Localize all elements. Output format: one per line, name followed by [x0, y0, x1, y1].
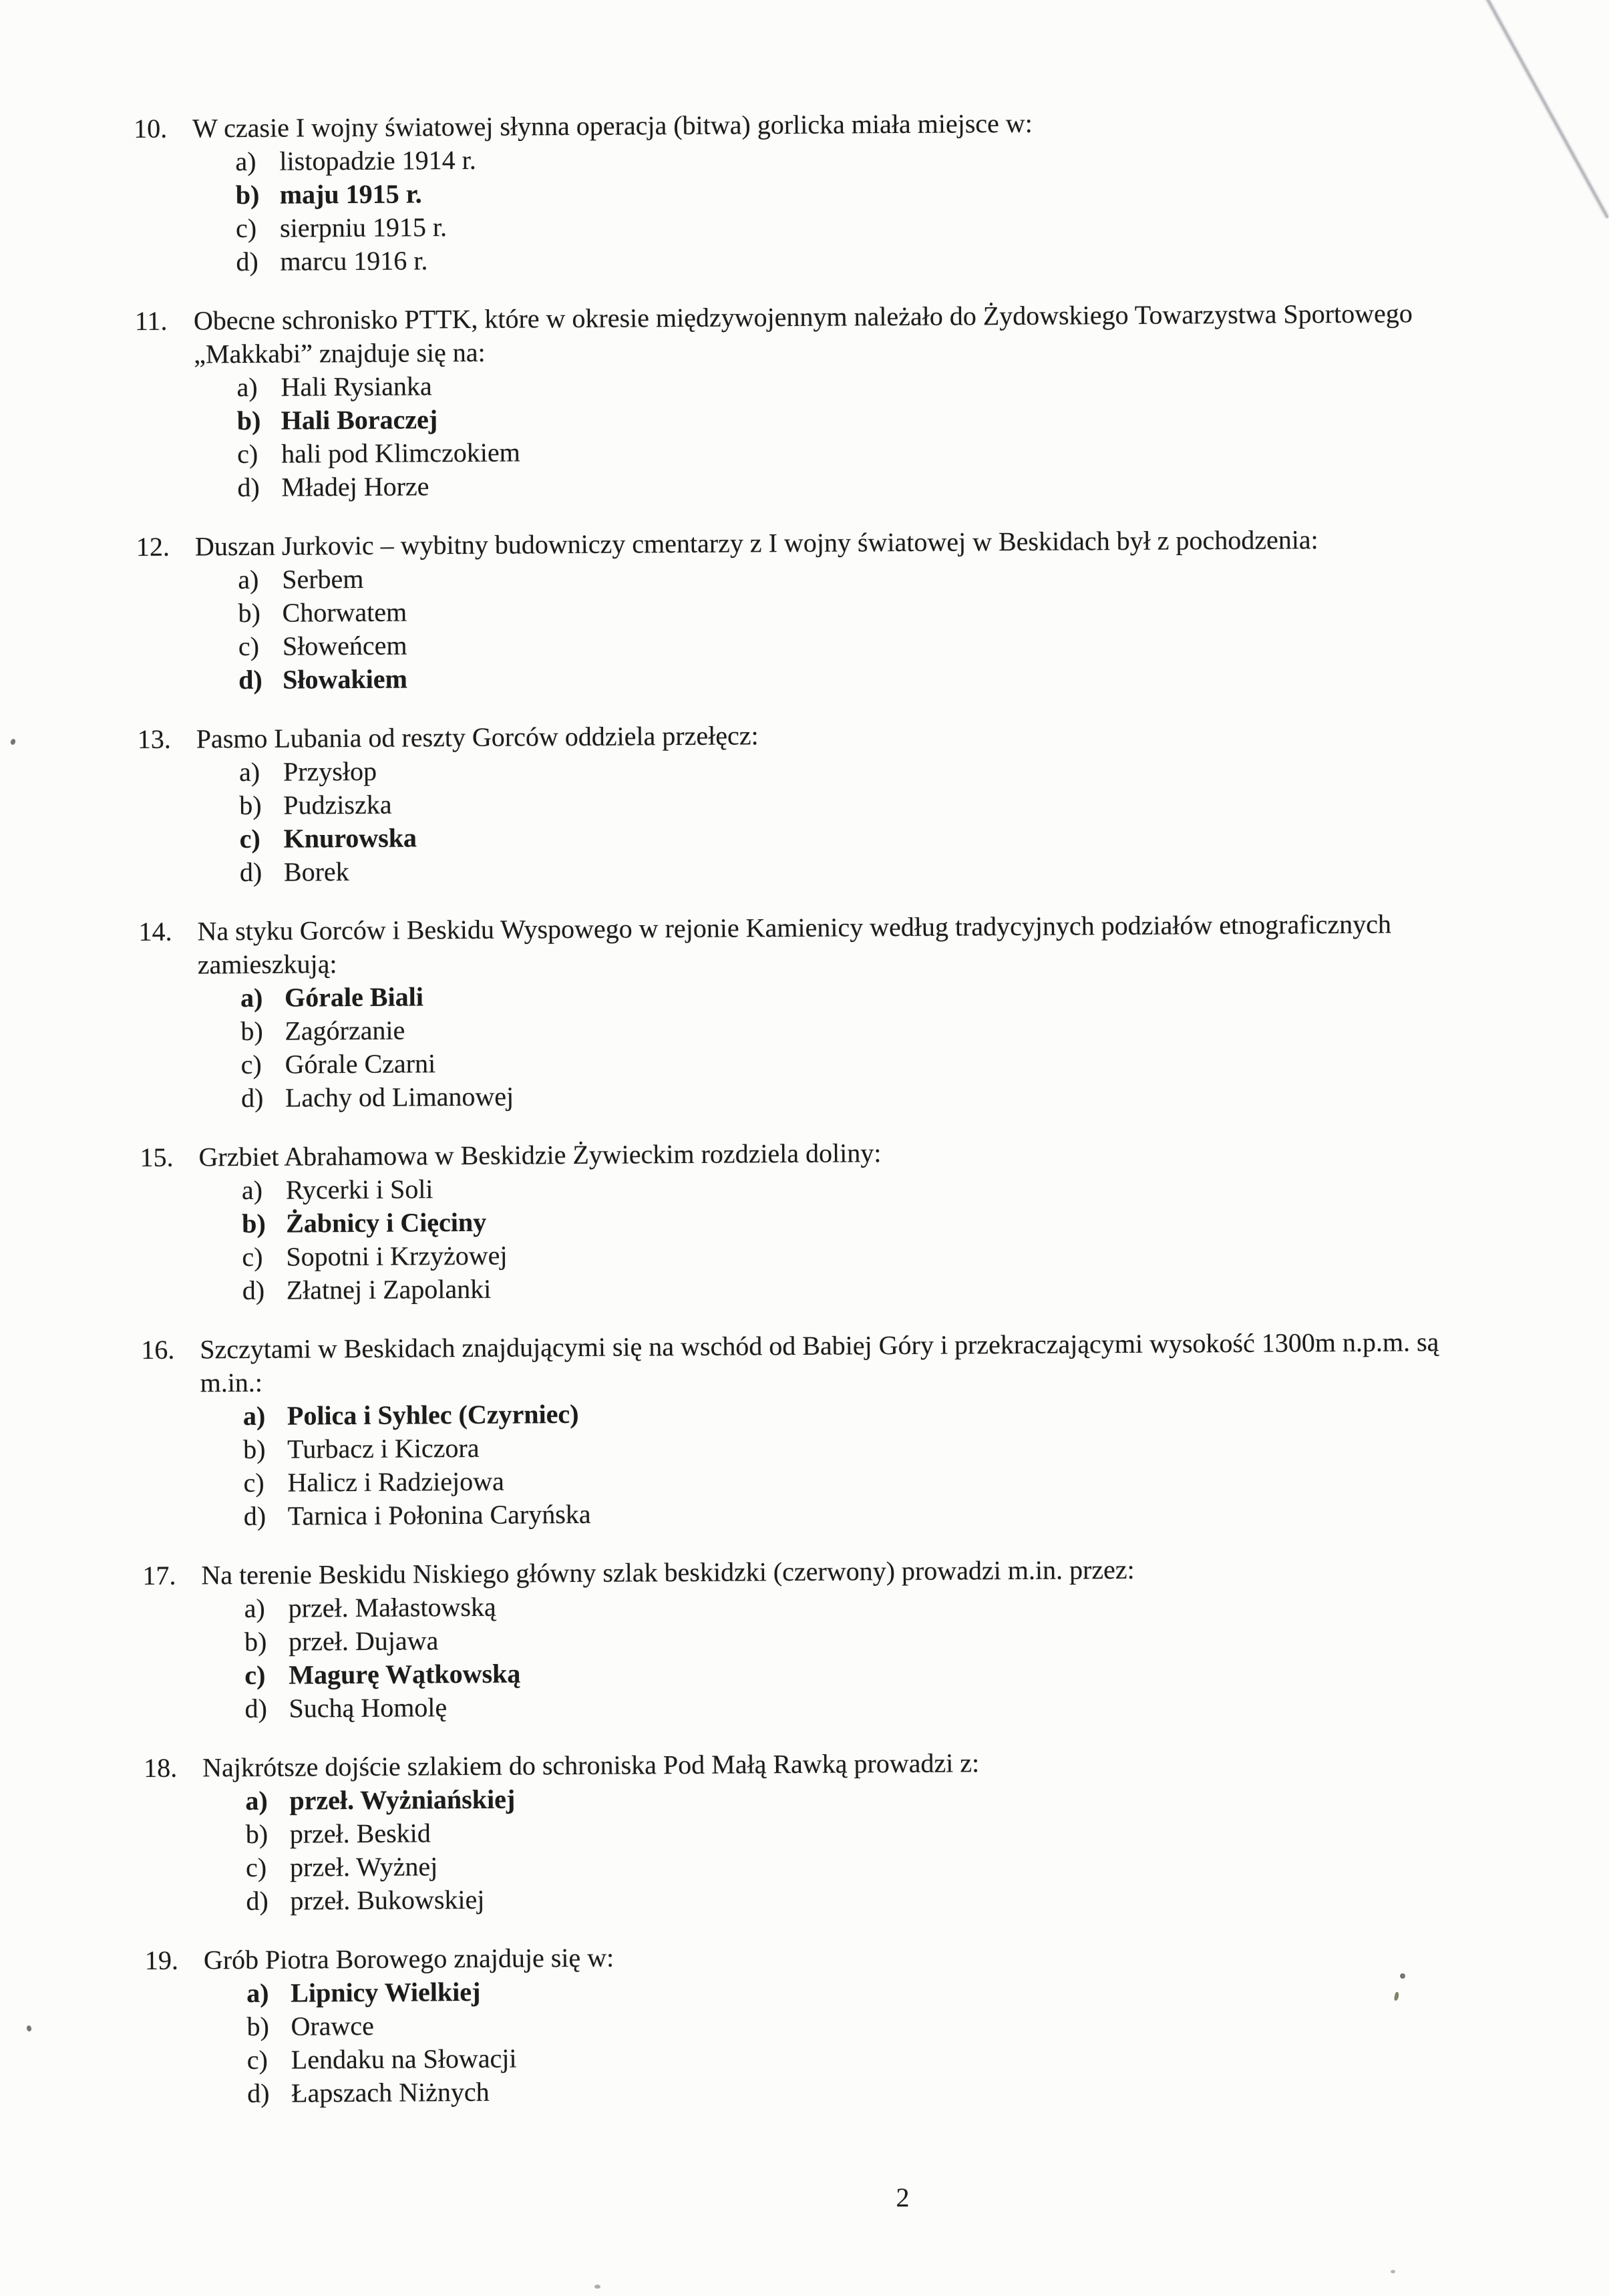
option-letter: a)	[245, 1785, 268, 1816]
option-text: Suchą Homolę	[289, 1692, 448, 1724]
option-letter: d)	[246, 1885, 269, 1917]
option-text: Rycerki i Soli	[285, 1174, 433, 1205]
option-text: Hali Rysianka	[281, 371, 432, 402]
question-text: Na terenie Beskidu Niskiego główny szlak beskidzki (czerwony) prowadzi m.in. przez:	[201, 1554, 1135, 1591]
question-item	[135, 296, 1588, 505]
option-text: Borek	[283, 856, 349, 887]
question-number: 18.	[144, 1752, 178, 1783]
question-text: Grób Piotra Borowego znajduje się w:	[203, 1942, 614, 1975]
question-text: Grzbiet Abrahamowa w Beskidzie Żywieckim rozdziela doliny:	[198, 1138, 882, 1172]
option-text: Sopotni i Krzyżowej	[286, 1240, 508, 1272]
option-letter: b)	[242, 1208, 266, 1239]
options-list	[144, 1776, 1596, 1919]
option-letter: b)	[243, 1434, 266, 1465]
question-item	[138, 907, 1591, 1116]
option-letter: d)	[236, 246, 258, 277]
question-number: 14.	[138, 916, 172, 947]
question-number: 10.	[134, 113, 168, 144]
option-letter: c)	[239, 823, 260, 854]
option-text: przeł. Beskid	[289, 1818, 431, 1849]
option-letter: a)	[240, 982, 263, 1013]
question-text: Szczytami w Beskidach znajdującymi się na wschód od Babiej Góry i przekraczającymi wysokość 1300m n.p.m. są m.in.:	[200, 1327, 1439, 1398]
option-text: listopadzie 1914 r.	[279, 144, 476, 176]
option-text: przeł. Dujawa	[288, 1625, 439, 1657]
option-text: Górale Biali	[284, 981, 423, 1013]
question-item	[145, 1935, 1597, 2111]
option-text: Lipnicy Wielkiej	[291, 1976, 481, 2008]
options-list	[139, 973, 1591, 1116]
option-letter: a)	[244, 1593, 265, 1624]
option-letter: c)	[245, 1852, 267, 1883]
question-item	[140, 1132, 1592, 1308]
option-text: Lendaku na Słowacji	[291, 2043, 517, 2075]
option-letter: d)	[238, 664, 262, 695]
option-letter: c)	[244, 1659, 266, 1691]
option-text: marcu 1916 r.	[280, 245, 428, 277]
question-text: W czasie I wojny światowej słynna operacja (bitwa) gorlicka miała miejsce w:	[192, 108, 1033, 144]
options-list	[143, 1584, 1595, 1726]
option-text: sierpniu 1915 r.	[279, 212, 448, 243]
questions-list	[134, 104, 1597, 2111]
options-list	[136, 555, 1588, 697]
option-text: przeł. Wyżniańskiej	[289, 1784, 516, 1816]
question-text: Duszan Jurkovic – wybitny budowniczy cmentarzy z I wojny światowej w Beskidach był z pochodzenia:	[194, 524, 1318, 562]
option-text: Serbem	[282, 563, 364, 595]
option-letter: c)	[238, 631, 260, 662]
option-text: przeł. Wyżnej	[289, 1851, 438, 1882]
option-text: Słoweńcem	[282, 630, 407, 661]
option-text: Pudziszka	[283, 789, 392, 820]
question-number: 11.	[134, 305, 168, 336]
option-text: Hali Boraczej	[281, 404, 438, 436]
question-number: 15.	[140, 1142, 174, 1172]
option-text: przeł. Małastowską	[288, 1591, 496, 1623]
option-text: Halicz i Radziejowa	[287, 1466, 504, 1498]
question-text: Najkrótsze dojście szlakiem do schroniska Pod Małą Rawką prowadzi z:	[202, 1748, 980, 1783]
option-letter: b)	[239, 790, 262, 821]
options-list	[135, 363, 1587, 505]
option-text: Chorwatem	[282, 597, 407, 628]
option-letter: a)	[242, 1400, 266, 1432]
option-letter: a)	[241, 1174, 263, 1206]
option-letter: c)	[236, 438, 258, 470]
option-letter: a)	[236, 371, 258, 403]
options-list	[142, 1391, 1594, 1534]
option-letter: c)	[243, 1467, 264, 1498]
option-text: Orawce	[291, 2010, 375, 2041]
option-letter: a)	[238, 756, 260, 788]
option-letter: c)	[240, 1049, 262, 1080]
option-letter: d)	[243, 1500, 266, 1532]
option-text: hali pod Klimczokiem	[281, 437, 520, 469]
option-letter: c)	[246, 2044, 269, 2076]
option-letter: d)	[246, 2078, 270, 2109]
option-letter: a)	[238, 564, 259, 595]
option-text: Słowakiem	[283, 663, 408, 695]
option-text: przeł. Bukowskiej	[290, 1884, 485, 1916]
question-item	[134, 104, 1586, 279]
question-number: 17.	[142, 1560, 176, 1591]
option-letter: d)	[237, 472, 260, 503]
option-text: Zagórzanie	[285, 1015, 405, 1046]
option-text: Polica i Syhlec (Czyrniec)	[287, 1398, 579, 1431]
option-letter: a)	[235, 146, 256, 177]
option-letter: b)	[236, 405, 261, 436]
option-text: Przysłop	[283, 756, 377, 787]
option-text: Magurę Wątkowską	[289, 1658, 521, 1690]
option-text: Lachy od Limanowej	[285, 1081, 514, 1113]
options-list	[138, 748, 1590, 890]
question-number: 13.	[137, 723, 171, 754]
option-letter: d)	[242, 1275, 265, 1306]
question-item	[136, 522, 1588, 697]
options-list	[140, 1166, 1592, 1308]
question-item	[142, 1550, 1594, 1726]
question-item	[144, 1743, 1596, 1919]
option-text: Turbacz i Kiczora	[287, 1432, 480, 1464]
option-text: Górale Czarni	[285, 1048, 436, 1080]
option-letter: b)	[235, 179, 260, 210]
option-letter: b)	[240, 1015, 263, 1047]
option-text: Złatnej i Zapolanki	[286, 1273, 492, 1305]
option-letter: d)	[244, 1693, 268, 1724]
options-list	[134, 137, 1586, 279]
option-text: Tarnica i Połonina Caryńska	[287, 1498, 591, 1531]
option-letter: d)	[239, 856, 262, 888]
option-letter: b)	[238, 597, 261, 629]
question-number: 16.	[141, 1334, 175, 1365]
option-text: Łapszach Niżnych	[291, 2076, 490, 2108]
question-item	[141, 1325, 1594, 1534]
question-number: 12.	[136, 531, 170, 562]
question-text: Pasmo Lubania od reszty Gorców oddziela przełęcz:	[196, 720, 759, 754]
question-text: Obecne schronisko PTTK, które w okresie międzywojennym należało do Żydowskiego Towarzystwa Sportowego „Makkabi” znajduje się na:	[193, 298, 1413, 369]
option-text: maju 1915 r.	[279, 178, 422, 210]
page-number: 2	[896, 2182, 910, 2212]
question-text: Na styku Gorców i Beskidu Wyspowego w rejonie Kamienicy według tradycyjnych podziałów etnograficznych zamieszkują:	[197, 909, 1392, 980]
option-letter: b)	[244, 1626, 267, 1657]
option-letter: b)	[245, 1818, 269, 1850]
option-letter: b)	[246, 2011, 269, 2042]
option-text: Żabnicy i Cięciny	[286, 1206, 487, 1239]
option-letter: d)	[240, 1082, 264, 1114]
question-item	[138, 714, 1590, 890]
option-letter: c)	[242, 1241, 263, 1273]
question-number: 19.	[144, 1945, 179, 1975]
option-letter: a)	[246, 1977, 269, 2009]
option-letter: c)	[235, 212, 257, 244]
option-text: Knurowska	[283, 822, 417, 854]
option-text: Mładej Horze	[281, 471, 429, 502]
options-list	[145, 1969, 1597, 2111]
